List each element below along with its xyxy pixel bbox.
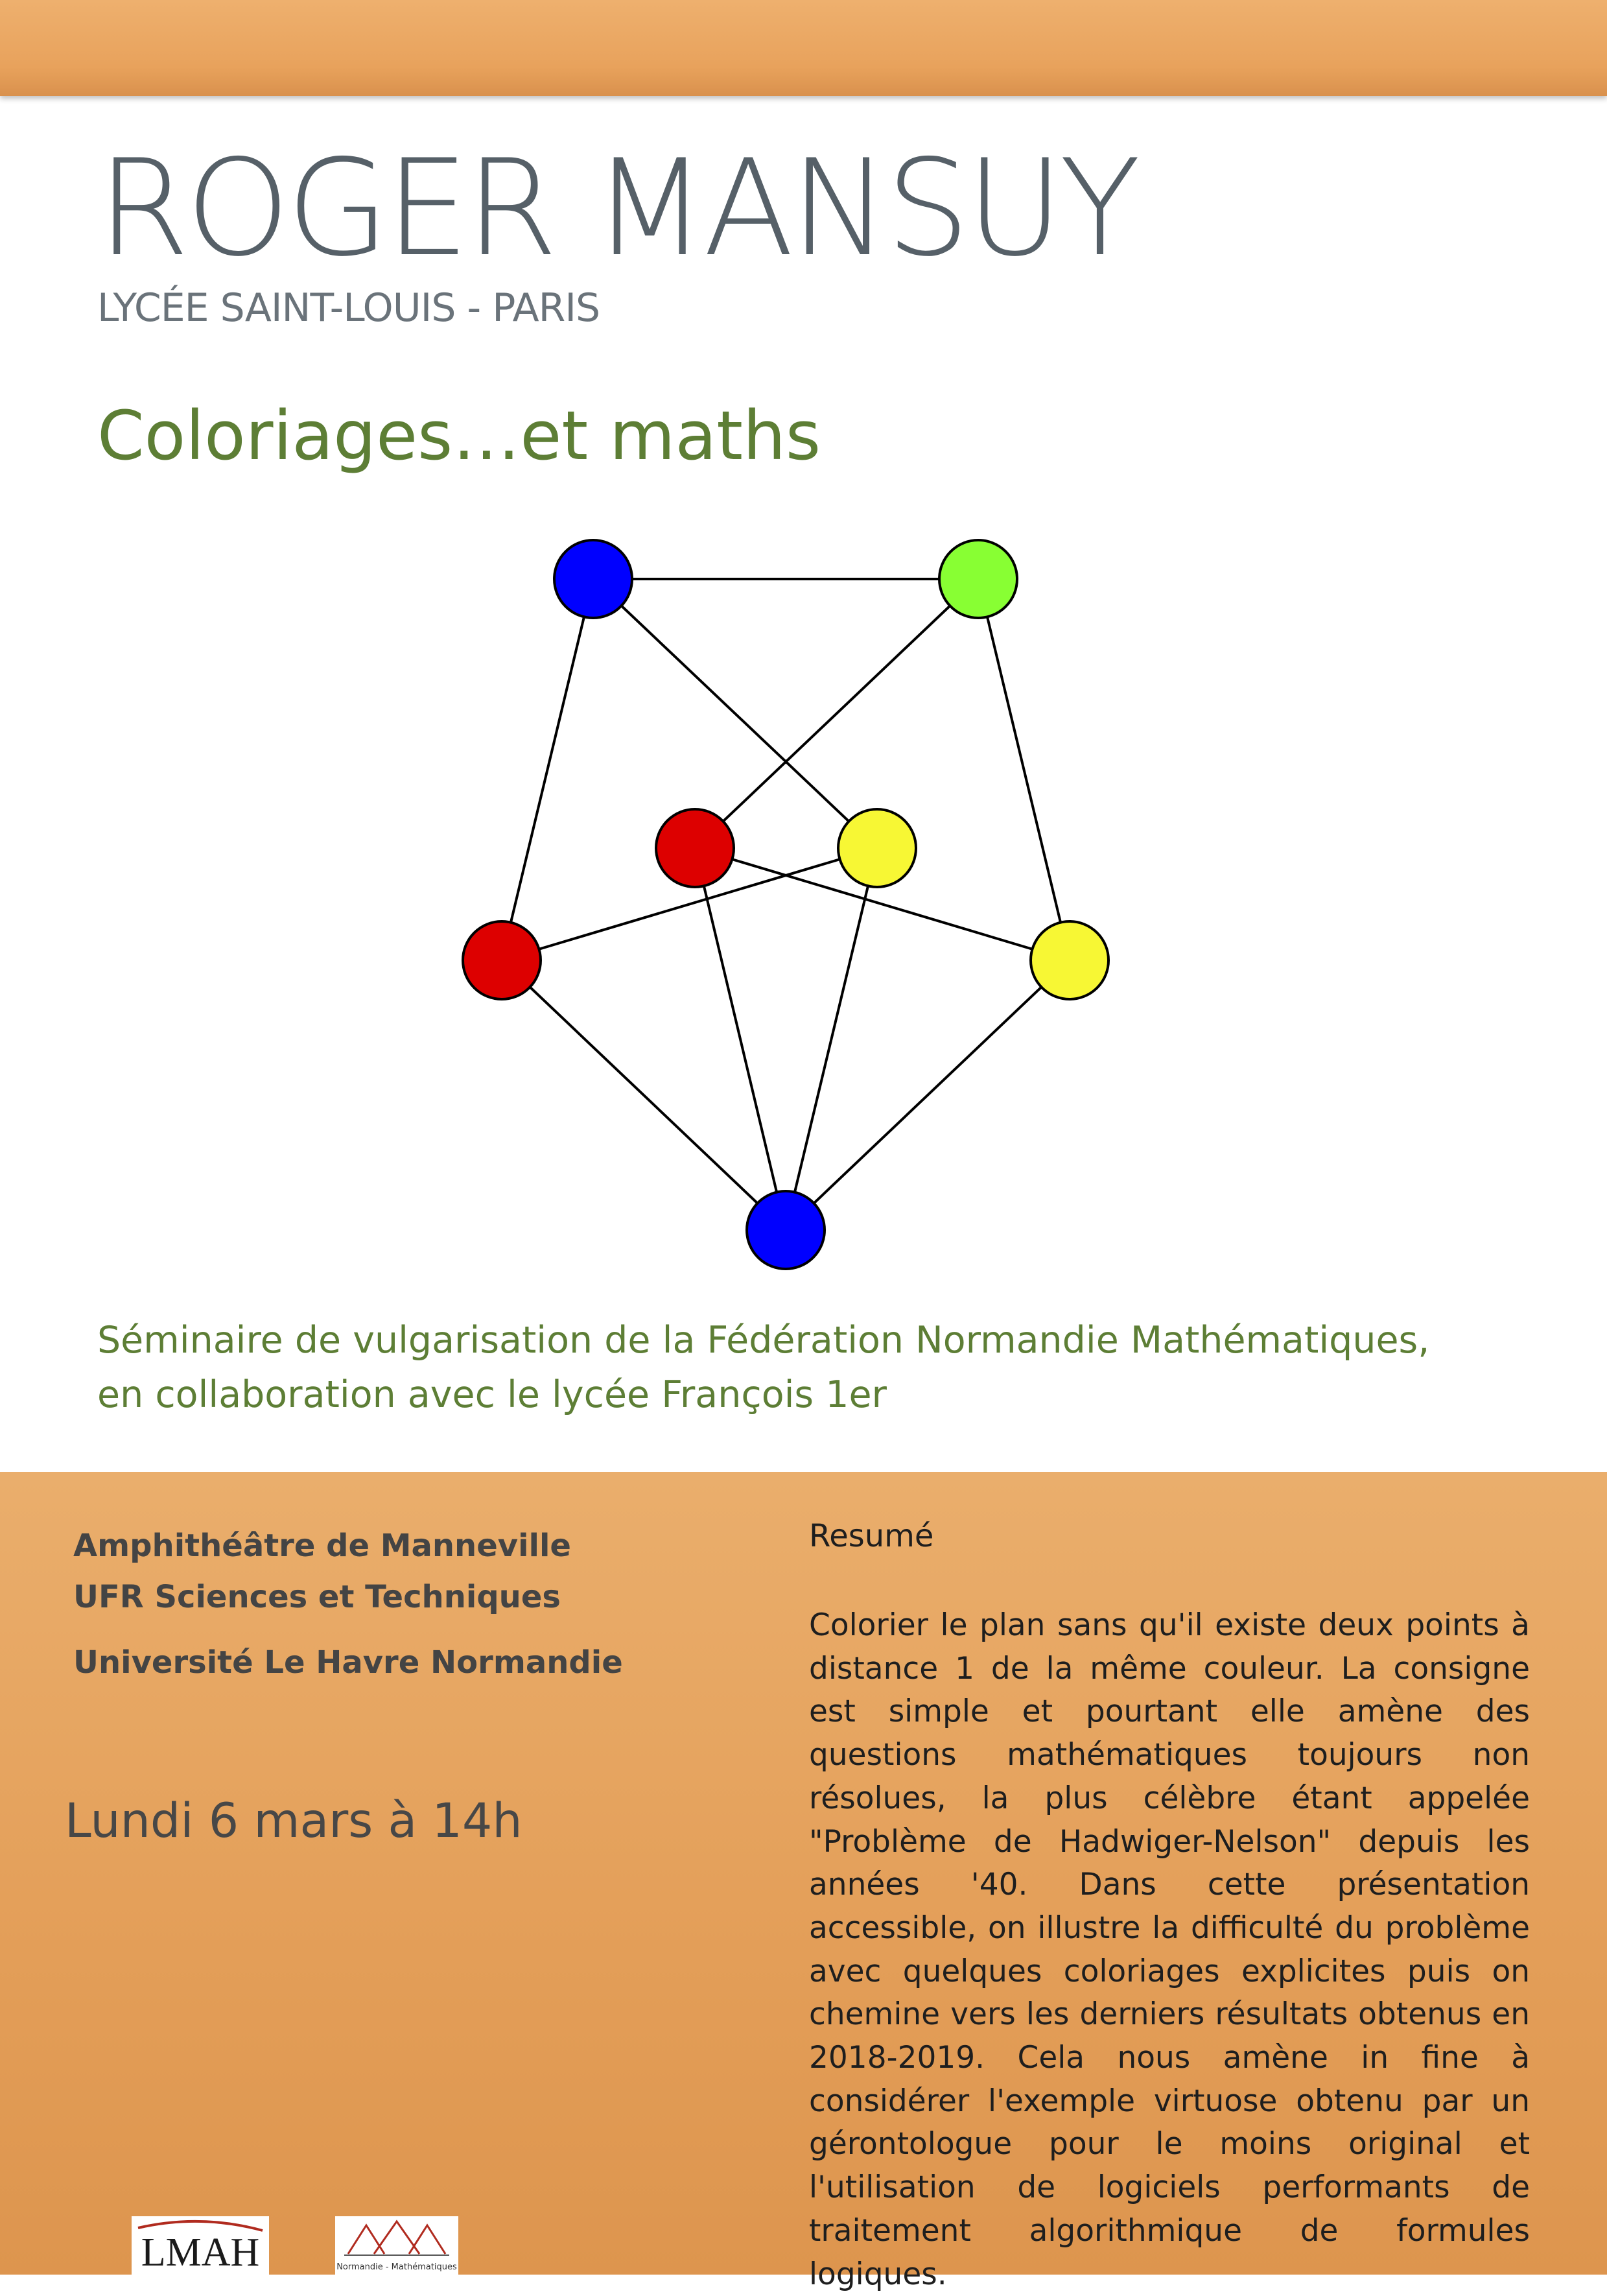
abstract-text: Colorier le plan sans qu'il existe deux points à distance 1 de la même couleur. La consigne est simple et pourtant elle amène des questions mathématiques toujours non résolues, la plus célèbre étant appelée "Problème de Hadwiger-Nelson" depuis les années '40. Dans cette présentation accessible, on illustre la difficulté du problème avec quelques coloriages explicites puis on chemine vers les derniers résultats obtenus en 2018-2019. Cela nous amène in fine à considérer l'exemple virtuose obtenu par un gérontologue pour le moins original et l'utilisation de logiciels performants de traitement algorithmique de formules logiques. [809,1607,1530,2292]
lmah-logo-text: LMAH [141,2231,260,2275]
event-date: Lundi 6 mars à 14h [65,1793,522,1849]
seminar-line-1: Séminaire de vulgarisation de la Fédération Normandie Mathématiques, [97,1319,1430,1362]
graph-node-top-right [939,540,1017,618]
graph-nodes [463,540,1108,1269]
graph-node-inner-right [838,809,916,887]
graph-edge-outer-right-bottom [786,960,1070,1230]
venue-university: Université Le Havre Normandie [73,1644,623,1681]
speaker-affiliation: LYCÉE SAINT-LOUIS - PARIS [97,285,600,331]
graph-edge-top-left-inner-right [593,579,877,848]
venue-faculty: UFR Sciences et Techniques [73,1579,561,1615]
graph-node-inner-left [656,809,734,887]
normandie-mathematiques-logo [335,2216,458,2275]
talk-title: Coloriages…et maths [97,396,821,475]
graph-edge-top-left-outer-left [502,579,593,960]
seminar-description [97,1313,1429,1422]
lmah-logo-arc [138,2221,263,2231]
speaker-name [97,132,1137,286]
graph-edge-outer-left-bottom [502,960,786,1230]
graph-edge-inner-right-bottom [786,848,877,1230]
graph-node-outer-right [1031,921,1108,999]
lmah-logo [132,2216,269,2275]
venue-room: Amphithéâtre de Manneville [73,1528,571,1564]
graph-node-top-left [554,540,632,618]
graph-edge-top-right-inner-left [695,579,978,848]
seminar-line-2: en collaboration avec le lycée François 1er [97,1373,887,1416]
graph-edge-top-right-outer-right [978,579,1070,960]
top-header-band [0,0,1607,96]
graph-edges [502,579,1070,1230]
speaker-last-name: MANSUY [592,132,1137,286]
normandie-logo-peaks-icon [348,2221,445,2254]
normandie-logo-text: Normandie - Mathématiques [336,2262,457,2272]
graph-coloring-illustration [447,525,1128,1284]
abstract-heading: Resumé [809,1518,934,1554]
graph-edge-inner-left-bottom [695,848,786,1230]
speaker-first-name: ROGER [97,132,554,286]
graph-node-bottom [747,1191,825,1269]
graph-node-outer-left [463,921,541,999]
